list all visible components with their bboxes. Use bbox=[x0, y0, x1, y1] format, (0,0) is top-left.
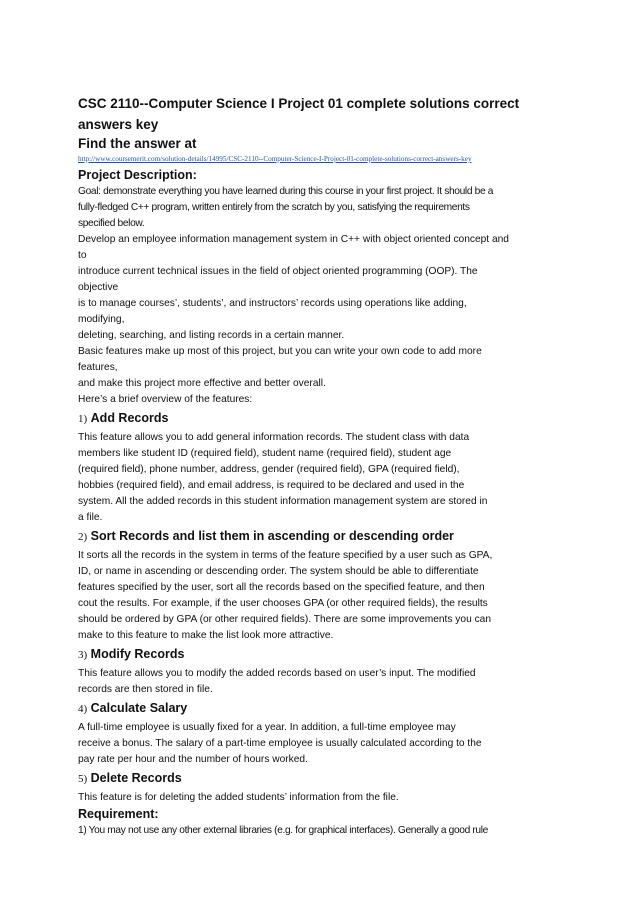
document-content bbox=[78, 93, 568, 839]
section-heading bbox=[78, 698, 568, 720]
section-title: Add Records bbox=[90, 411, 169, 425]
section-number: 1) bbox=[78, 413, 88, 425]
section-number: 3) bbox=[78, 649, 88, 661]
section-heading bbox=[78, 644, 568, 666]
section-body: A full-time employee is usually fixed for a year. In addition, a full-time employee may receive a bonus. The salary of a part-time employee is usually calculated according to the pay rate per hour and the number of hours worked. bbox=[78, 722, 482, 765]
section-number: 4) bbox=[78, 703, 88, 715]
solution-link[interactable]: http://www.coursemerit.com/solution-details/14995/CSC-2110--Computer-Science-I-Project-01-complete-solutions-correct-answers-key bbox=[78, 155, 472, 163]
section-number: 2) bbox=[78, 531, 88, 543]
section-body: This feature is for deleting the added students’ information from the file. bbox=[78, 792, 399, 803]
feature-section-add-records bbox=[78, 408, 568, 526]
goal-paragraph: Goal: demonstrate everything you have learned during this course in your first project. It should be a fully-fledged C++ program, written entirely from the scratch by you, satisfying the requirements specified below. bbox=[78, 186, 494, 229]
feature-section-calculate-salary bbox=[78, 698, 568, 768]
description-paragraph: Develop an employee information management system in C++ with object oriented concept and to introduce current technical issues in the field of object oriented programming (OOP). The objective is to manage courses’, students’, and instructors’ records using operations like adding, modifying, deleting, searching, and listing records in a certain manner. Basic features make up most of this project, but you can write your own code to add more features, and make this project more effective and better overall. Here’s a brief overview of the features: bbox=[78, 234, 509, 405]
find-answer-label: Find the answer at bbox=[78, 136, 197, 151]
requirement-item: 1) You may not use any other external libraries (e.g. for graphical interfaces). Generally a good rule bbox=[78, 825, 488, 836]
section-title: Calculate Salary bbox=[90, 701, 188, 715]
feature-section-modify-records bbox=[78, 644, 568, 698]
section-title: Delete Records bbox=[90, 771, 182, 785]
section-body: This feature allows you to modify the added records based on user’s input. The modified records are then stored in file. bbox=[78, 668, 476, 695]
project-description-heading: Project Description: bbox=[78, 168, 197, 182]
section-heading bbox=[78, 408, 568, 430]
document-title: CSC 2110--Computer Science I Project 01 complete solutions correct answers key bbox=[78, 96, 520, 132]
section-title: Sort Records and list them in ascending or descending order bbox=[90, 529, 454, 543]
feature-section-sort-records bbox=[78, 526, 568, 644]
section-title: Modify Records bbox=[90, 647, 185, 661]
section-body: This feature allows you to add general information records. The student class with data members like student ID (required field), student name (required field), student age (required field), phone number, address, gender (required field), GPA (required field), hobbies (required field), and email address, is required to be declared and used in the system. All the added records in this student information management system are stored in a file. bbox=[78, 432, 488, 523]
section-body: It sorts all the records in the system in terms of the feature specified by a user such as GPA, ID, or name in ascending or descending order. The system should be able to differentiate features specified by the user, sort all the records based on the specified feature, and then cout the results. For example, if the user chooses GPA (or other required fields), the results should be ordered by GPA (or other required fields). There are some improvements you can make to this feature to make the list look more attractive. bbox=[78, 550, 493, 641]
section-heading bbox=[78, 526, 568, 548]
feature-section-delete-records bbox=[78, 768, 568, 806]
requirement-heading: Requirement: bbox=[78, 807, 159, 821]
section-heading bbox=[78, 768, 568, 790]
section-number: 5) bbox=[78, 773, 88, 785]
